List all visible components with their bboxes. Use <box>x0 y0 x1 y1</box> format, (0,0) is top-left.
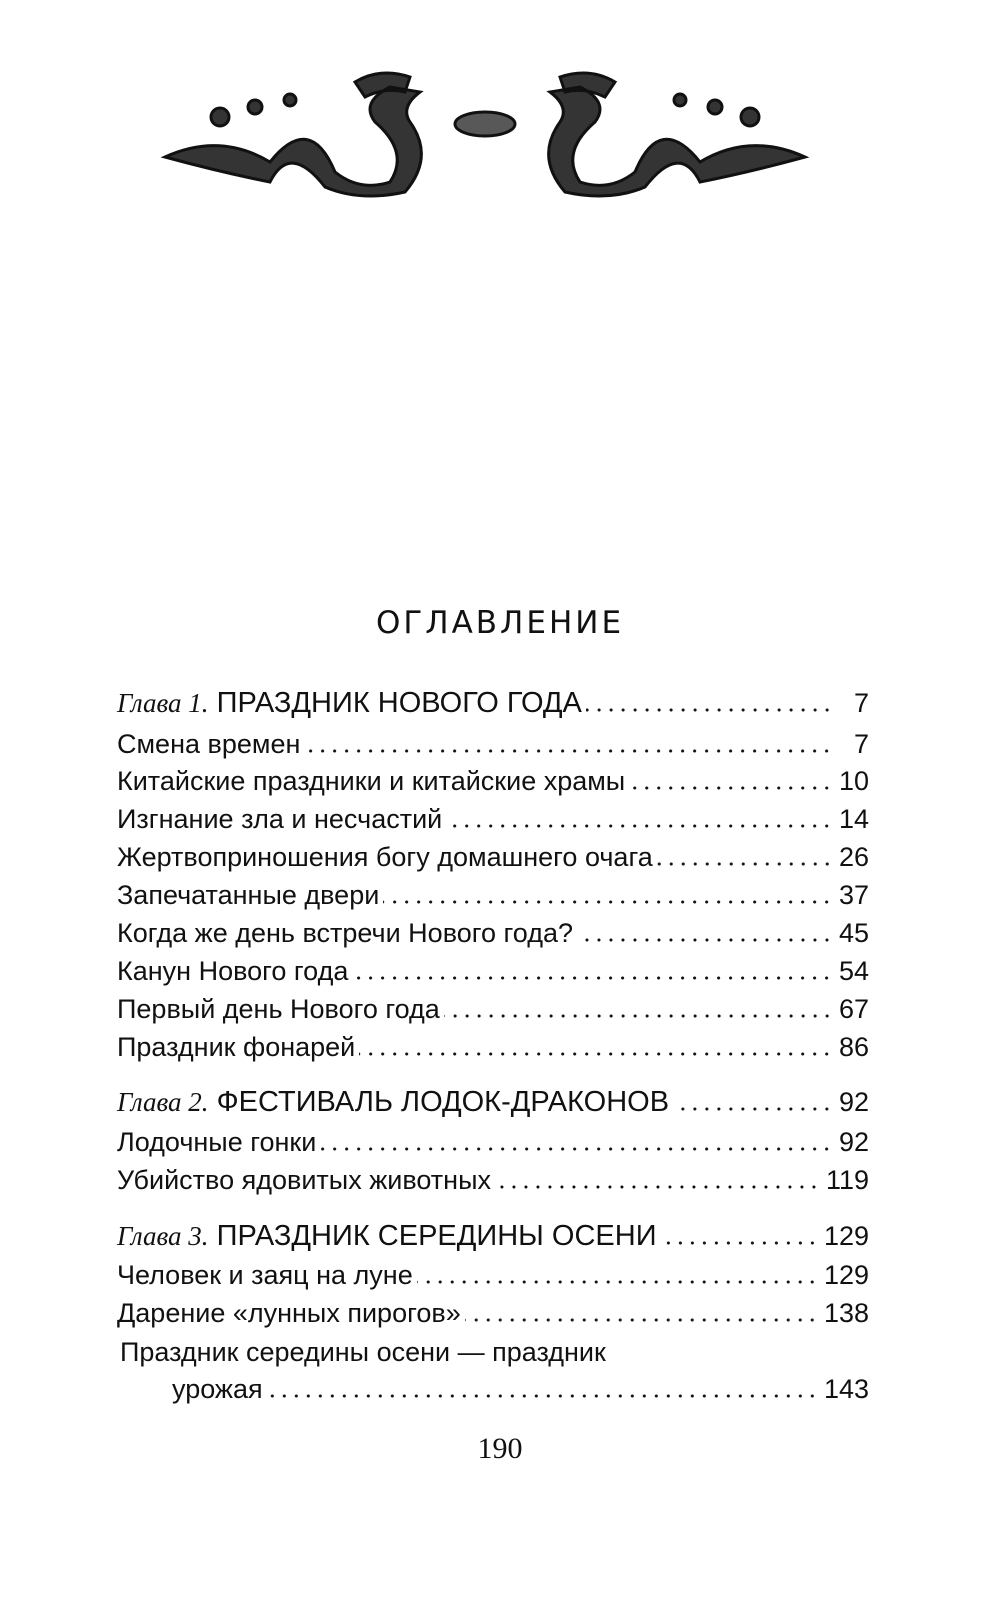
page-number: 190 <box>477 1432 523 1465</box>
dot-leader <box>577 938 833 942</box>
dot-leader <box>661 1241 818 1245</box>
entry-title: Человек и заяц на луне <box>117 1260 413 1290</box>
toc-entry <box>117 954 869 988</box>
entry-title: Китайские праздники и китайские храмы <box>117 766 626 796</box>
toc-entry <box>117 840 869 874</box>
page-title: ОГЛАВЛЕНИЕ <box>375 605 625 641</box>
entry-title: Праздник середины осени — праздник <box>120 1337 606 1367</box>
dot-leader <box>586 708 833 712</box>
dot-leader <box>465 1318 818 1322</box>
page-ref: 143 <box>823 1374 869 1404</box>
toc-entry <box>117 1258 869 1292</box>
chapter-heading <box>117 1219 869 1253</box>
dot-leader <box>444 1014 833 1018</box>
toc-entry <box>117 764 869 798</box>
dot-leader <box>267 1394 818 1398</box>
entry-title-continuation: урожая <box>172 1374 263 1404</box>
dot-leader <box>417 1280 818 1284</box>
toc-entry <box>117 992 869 1026</box>
toc-entry <box>117 1296 869 1330</box>
page-ref: 10 <box>838 766 869 796</box>
page-ref: 92 <box>838 1127 869 1157</box>
dot-leader <box>359 1052 833 1056</box>
entry-title: Первый день Нового года <box>117 994 440 1024</box>
toc-entry <box>117 878 869 912</box>
page-ref: 7 <box>853 688 869 718</box>
chapter-label: Глава 2. <box>117 1087 209 1117</box>
entry-title: Праздник фонарей <box>117 1032 356 1062</box>
page-ref: 45 <box>838 918 869 948</box>
dot-leader <box>383 900 833 904</box>
dot-leader <box>446 824 833 828</box>
page-ref: 26 <box>838 842 869 872</box>
dot-leader <box>495 1185 820 1189</box>
dragon-ornament <box>160 62 810 202</box>
entry-title: Убийство ядовитых животных <box>117 1165 491 1195</box>
page-ref: 86 <box>838 1032 869 1062</box>
toc-entry <box>117 802 869 836</box>
chapter-title: ПРАЗДНИК СЕРЕДИНЫ ОСЕНИ <box>216 1220 657 1252</box>
entry-title: Запечатанные двери <box>117 880 380 910</box>
entry-title: Смена времен <box>117 729 301 759</box>
chapter-label: Глава 1. <box>117 688 209 718</box>
dot-leader <box>320 1147 833 1151</box>
entry-title: Когда же день встречи Нового года? <box>117 918 573 948</box>
page-ref: 54 <box>838 956 869 986</box>
toc-entry <box>172 1372 869 1406</box>
toc-entry <box>117 727 869 761</box>
page-ref: 138 <box>823 1298 869 1328</box>
toc-entry <box>117 1163 869 1197</box>
chapter-heading <box>117 686 869 720</box>
toc-entry <box>117 916 869 950</box>
entry-title: Канун Нового года <box>117 956 349 986</box>
entry-title: Лодочные гонки <box>117 1127 317 1157</box>
chapter-title: ПРАЗДНИК НОВОГО ГОДА <box>216 687 582 719</box>
page-ref: 119 <box>825 1165 869 1195</box>
chapter-label: Глава 3. <box>117 1221 209 1251</box>
page-ref: 129 <box>823 1260 869 1290</box>
dot-leader <box>657 862 833 866</box>
page-ref: 67 <box>838 994 869 1024</box>
toc-entry <box>117 1030 869 1064</box>
entry-title: Изгнание зла и несчастий <box>117 804 443 834</box>
entry-title: Жертвоприношения богу домашнего очага <box>117 842 653 872</box>
entry-title: Дарение «лунных пирогов» <box>117 1298 461 1328</box>
chapter-heading <box>117 1085 869 1119</box>
page-ref: 129 <box>823 1221 869 1251</box>
chapter-title: ФЕСТИВАЛЬ ЛОДОК-ДРАКОНОВ <box>216 1086 670 1118</box>
toc-entry <box>117 1125 869 1159</box>
dot-leader <box>352 976 833 980</box>
page-ref: 37 <box>838 880 869 910</box>
page-ref: 14 <box>838 804 869 834</box>
page-ref: 92 <box>838 1087 869 1117</box>
dot-leader <box>629 786 833 790</box>
page-ref: 7 <box>853 729 869 759</box>
dot-leader <box>304 749 833 753</box>
dot-leader <box>673 1107 833 1111</box>
